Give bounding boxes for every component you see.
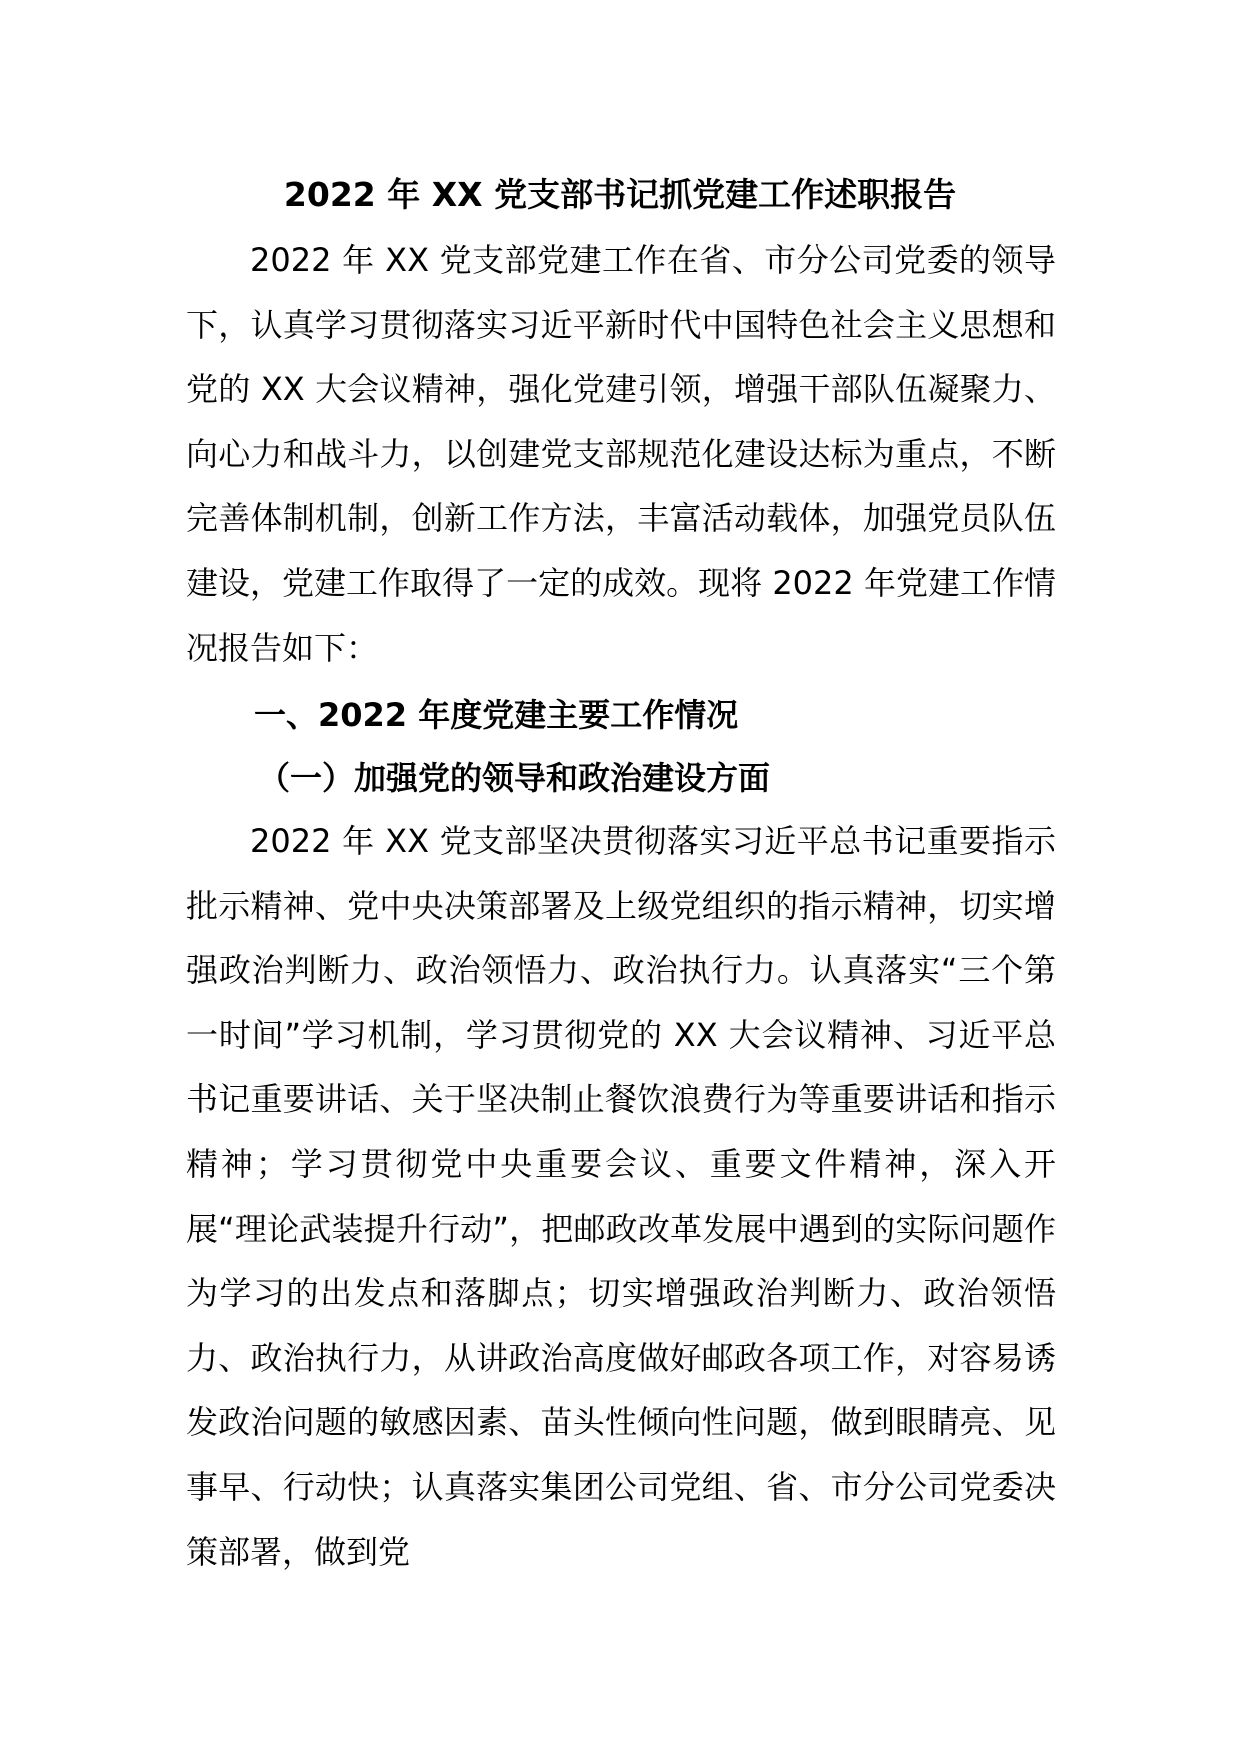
document-title: 2022 年 XX 党支部书记抓党建工作述职报告 [283, 175, 957, 214]
section-heading: 一、2022 年度党建主要工作情况 [254, 696, 739, 734]
subsection-paragraph: 2022 年 XX 党支部坚决贯彻落实习近平总书记重要指示批示精神、党中央决策部署及上级党组织的指示精神，切实增强政治判断力、政治领悟力、政治执行力。认真落实“三个第一时间”学习机制，学习贯彻党的 XX 大会议精神、习近平总书记重要讲话、关于坚决制止餐饮浪费行为等重要讲话和指示精神；学习贯彻党中央重要会议、重要文件精神，深入开展“理论武装提升行动”，把邮政改革发展中遇到的实际问题作为学习的出发点和落脚点；切实增强政治判断力、政治领悟力、政治执行力，从讲政治高度做好邮政各项工作，对容易诱发政治问题的敏感因素、苗头性倾向性问题，做到眼睛亮、见事早、行动快；认真落实集团公司党组、省、市分公司党委决策部署，做到党 [186, 822, 1056, 1571]
subsection-heading: （一）加强党的领导和政治建设方面 [258, 759, 771, 797]
intro-paragraph: 2022 年 XX 党支部党建工作在省、市分公司党委的领导下，认真学习贯彻落实习近平新时代中国特色社会主义思想和党的 XX 大会议精神，强化党建引领，增强干部队伍凝聚力、向心力和战斗力，以创建党支部规范化建设达标为重点，不断完善体制机制，创新工作方法，丰富活动载体，加强党员队伍建设，党建工作取得了一定的成效。现将 2022 年党建工作情况报告如下： [186, 241, 1056, 667]
